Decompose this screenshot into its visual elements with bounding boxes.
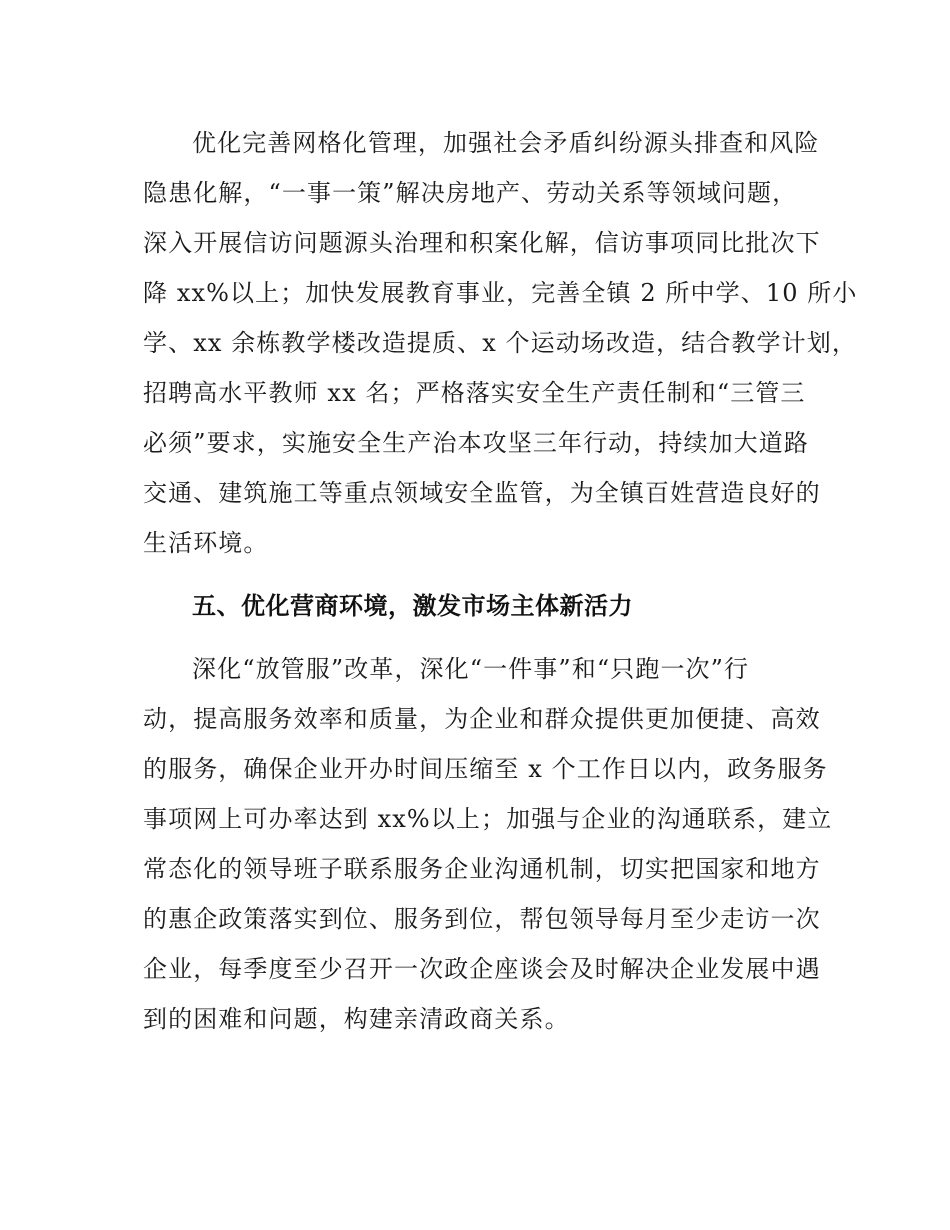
paragraph-1-line-6: 招聘高水平教师 xx 名；严格落实安全生产责任制和“三管三 [143, 379, 806, 407]
paragraph-1-line-3: 深入开展信访问题源头治理和积案化解，信访事项同比批次下 [143, 229, 821, 257]
paragraph-1-line-9: 生活环境。 [143, 529, 269, 557]
paragraph-1-line-2: 隐患化解，“一事一策”解决房地产、劳动关系等领域问题， [143, 179, 798, 207]
paragraph-1-line-8: 交通、建筑施工等重点领域安全监管，为全镇百姓营造良好的 [143, 479, 821, 507]
paragraph-2-line-5: 常态化的领导班子联系服务企业沟通机制，切实把国家和地方 [143, 855, 821, 883]
paragraph-2-line-6: 的惠企政策落实到位、服务到位，帮包领导每月至少走访一次 [143, 905, 821, 933]
paragraph-2-line-1: 深化“放管服”改革，深化“一件事”和“只跑一次”行 [192, 655, 750, 683]
paragraph-1-line-1: 优化完善网格化管理，加强社会矛盾纠纷源头排查和风险 [192, 129, 820, 157]
section-heading-5: 五、优化营商环境，激发市场主体新活力 [192, 592, 633, 620]
paragraph-2-line-7: 企业，每季度至少召开一次政企座谈会及时解决企业发展中遇 [143, 955, 821, 983]
paragraph-1-line-4: 降 xx%以上；加快发展教育事业，完善全镇 2 所中学、10 所小 [143, 279, 858, 307]
paragraph-1-line-7: 必须”要求，实施安全生产治本攻坚三年行动，持续加大道路 [143, 429, 809, 457]
paragraph-2-line-4: 事项网上可办率达到 xx%以上；加强与企业的沟通联系，建立 [143, 805, 833, 833]
paragraph-1-line-5: 学、xx 余栋教学楼改造提质、x 个运动场改造，结合教学计划， [143, 329, 857, 357]
paragraph-2-line-3: 的服务，确保企业开办时间压缩至 x 个工作日以内，政务服务 [143, 755, 828, 783]
paragraph-2-line-2: 动，提高服务效率和质量，为企业和群众提供更加便捷、高效 [143, 705, 821, 733]
paragraph-2-line-8: 到的困难和问题，构建亲清政商关系。 [143, 1005, 570, 1033]
